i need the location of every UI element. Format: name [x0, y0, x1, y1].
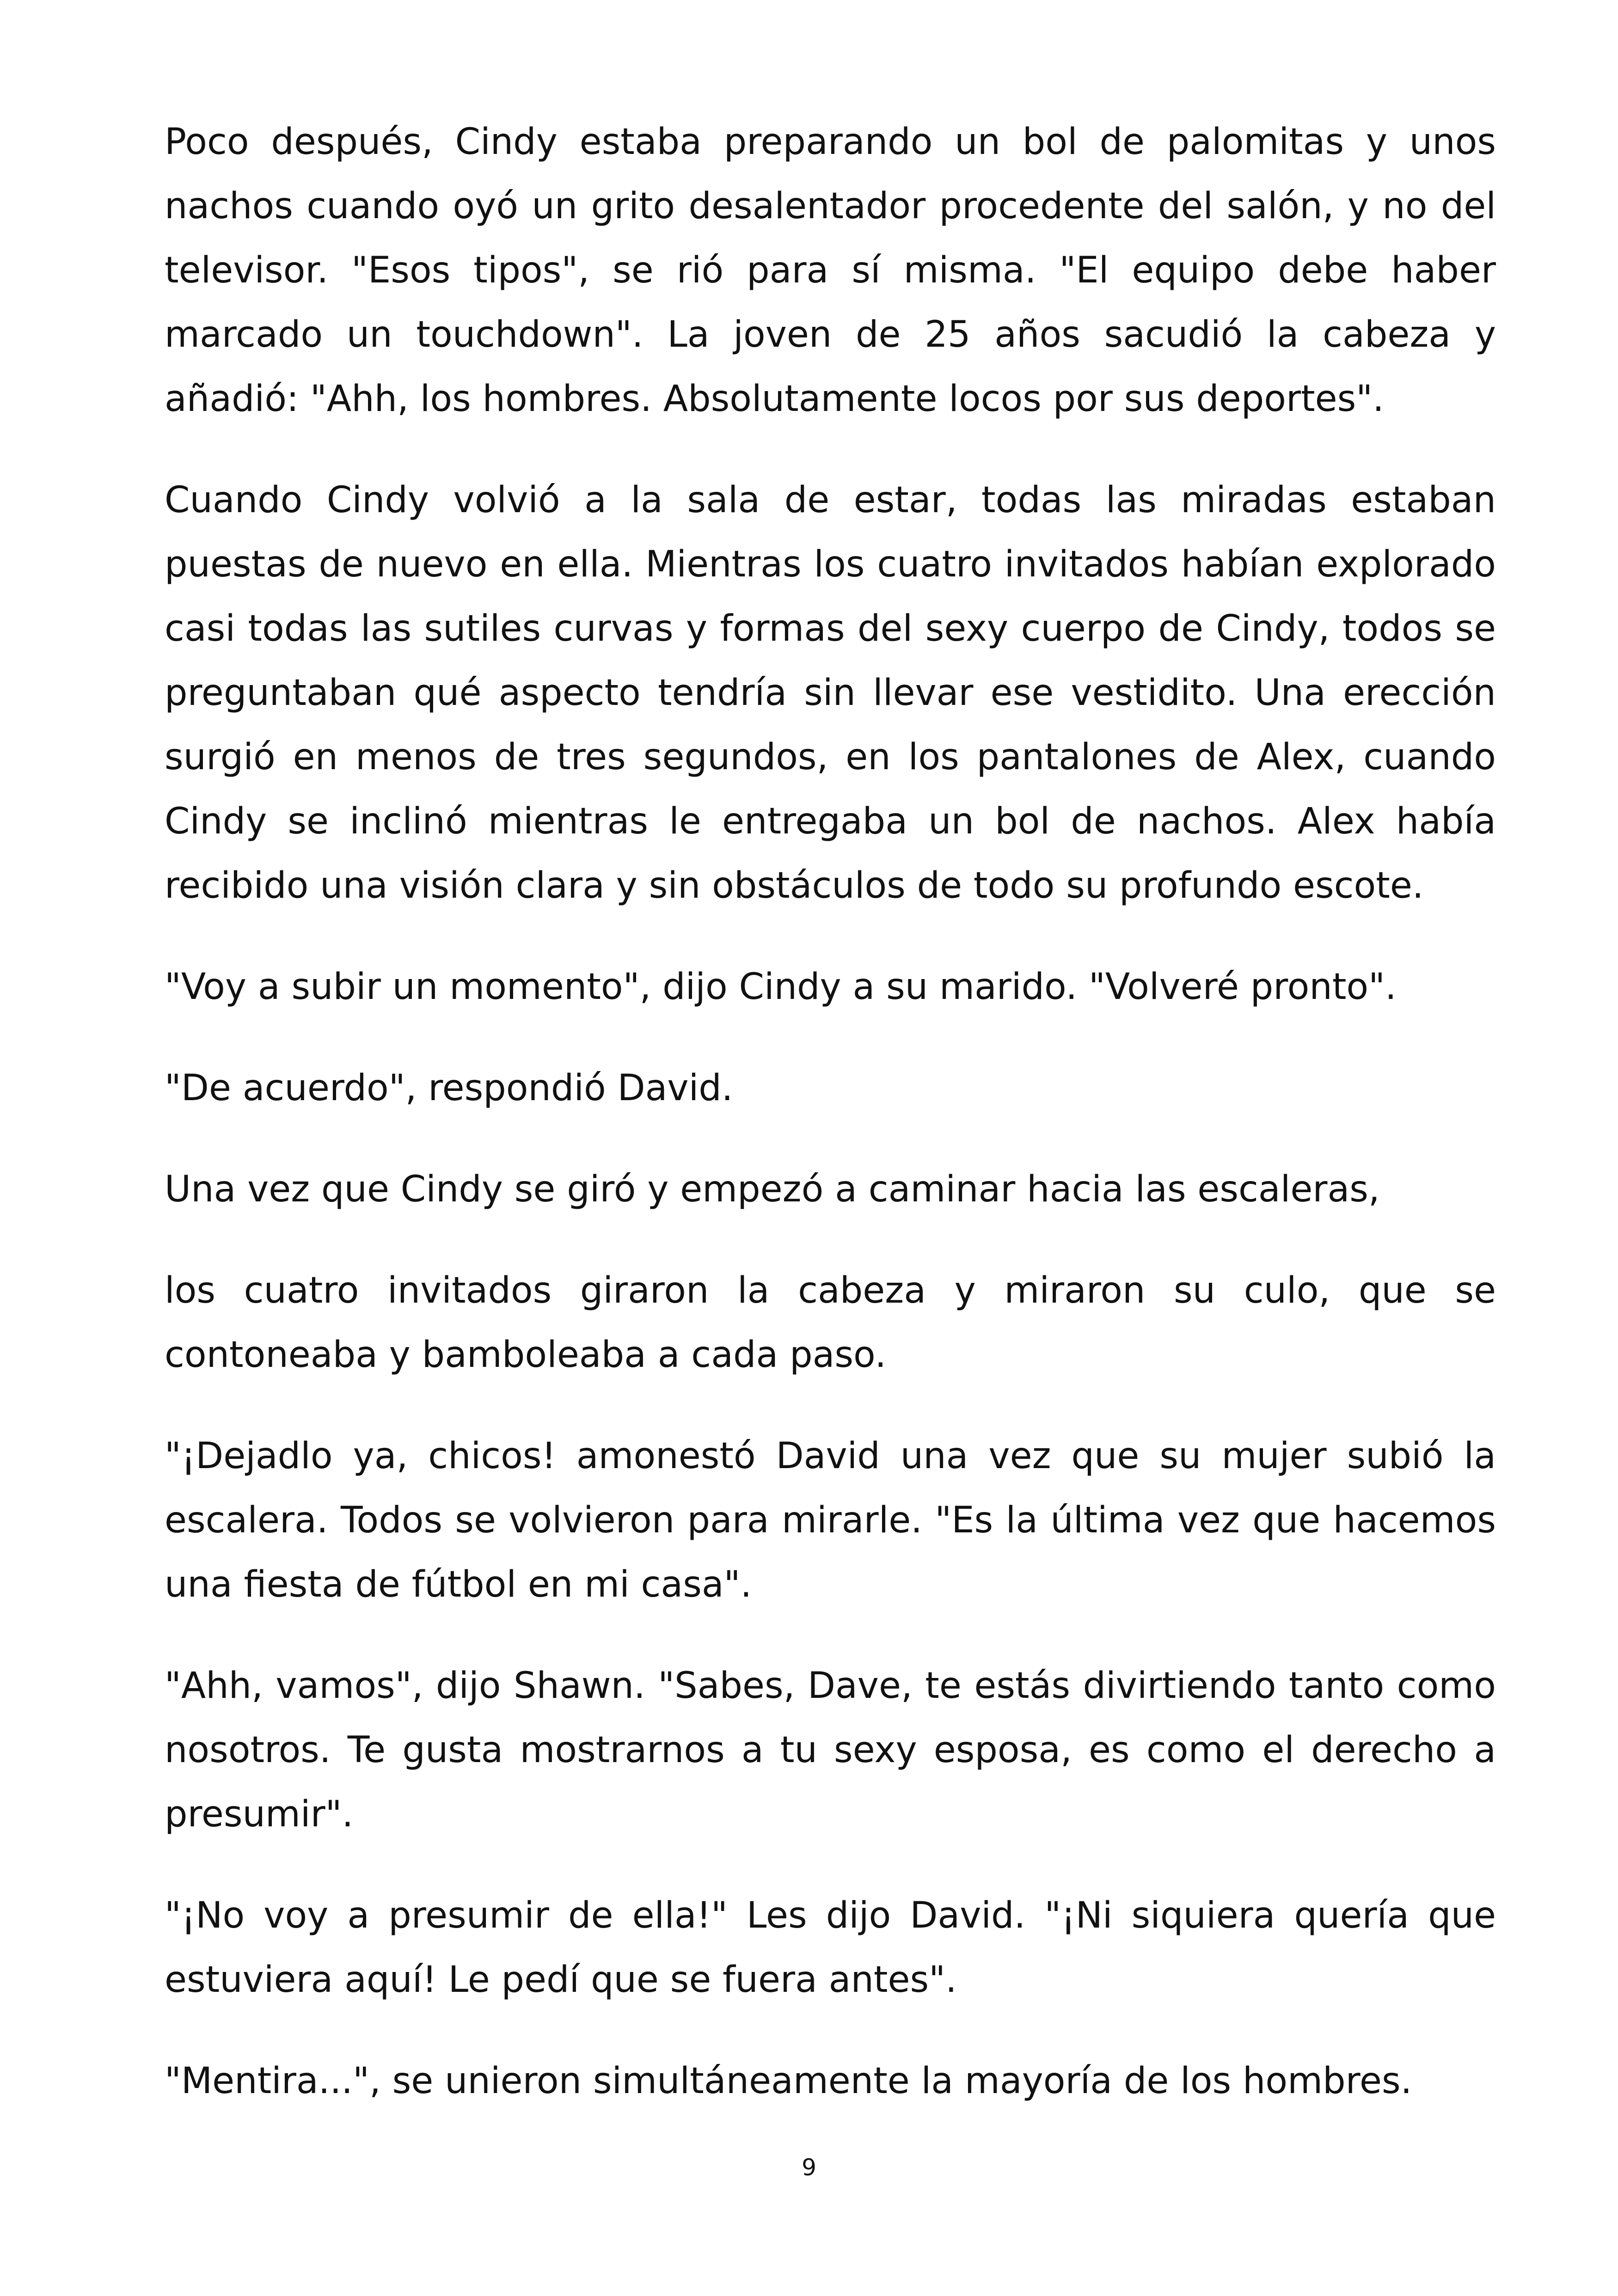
- paragraph-8: "Ahh, vamos", dijo Shawn. "Sabes, Dave, te estás divirtiendo tanto como nosotros. Te gusta mostrarnos a tu sexy esposa, es como el derecho a presumir".: [165, 1665, 1496, 1835]
- paragraph-3: "Voy a subir un momento", dijo Cindy a su marido. "Volveré pronto".: [165, 966, 1397, 1008]
- paragraph-4: "De acuerdo", respondió David.: [165, 1067, 733, 1109]
- paragraph-5: Una vez que Cindy se giró y empezó a caminar hacia las escaleras,: [165, 1169, 1380, 1210]
- paragraph-7: "¡Dejadlo ya, chicos! amonestó David una vez que su mujer subió la escalera. Todos se volvieron para mirarle. "Es la última vez que hacemos una fiesta de fútbol en mi casa".: [165, 1435, 1496, 1605]
- paragraph-6: los cuatro invitados giraron la cabeza y miraron su culo, que se contoneaba y bamboleaba a cada paso.: [165, 1270, 1496, 1376]
- paragraph-2: Cuando Cindy volvió a la sala de estar, todas las miradas estaban puestas de nuevo en ella. Mientras los cuatro invitados habían explorado casi todas las sutiles curvas y formas del sexy cuerpo de Cindy, todos se preguntaban qué aspecto tendría sin llevar ese vestidito. Una erección surgió en menos de tres segundos, en los pantalones de Alex, cuando Cindy se inclinó mientras le entregaba un bol de nachos. Alex había recibido una visión clara y sin obstáculos de todo su profundo escote.: [165, 479, 1496, 906]
- page-number: 9: [802, 2154, 816, 2181]
- paragraph-1: Poco después, Cindy estaba preparando un bol de palomitas y unos nachos cuando oyó un grito desalentador procedente del salón, y no del televisor. "Esos tipos", se rió para sí misma. "El equipo debe haber marcado un touchdown". La joven de 25 años sacudió la cabeza y añadió: "Ahh, los hombres. Absolutamente locos por sus deportes".: [165, 121, 1496, 420]
- paragraph-9: "¡No voy a presumir de ella!" Les dijo David. "¡Ni siquiera quería que estuviera aquí! Le pedí que se fuera antes".: [165, 1895, 1496, 2001]
- body-text: [165, 110, 1496, 2150]
- paragraph-10: "Mentira...", se unieron simultáneamente la mayoría de los hombres.: [165, 2060, 1412, 2102]
